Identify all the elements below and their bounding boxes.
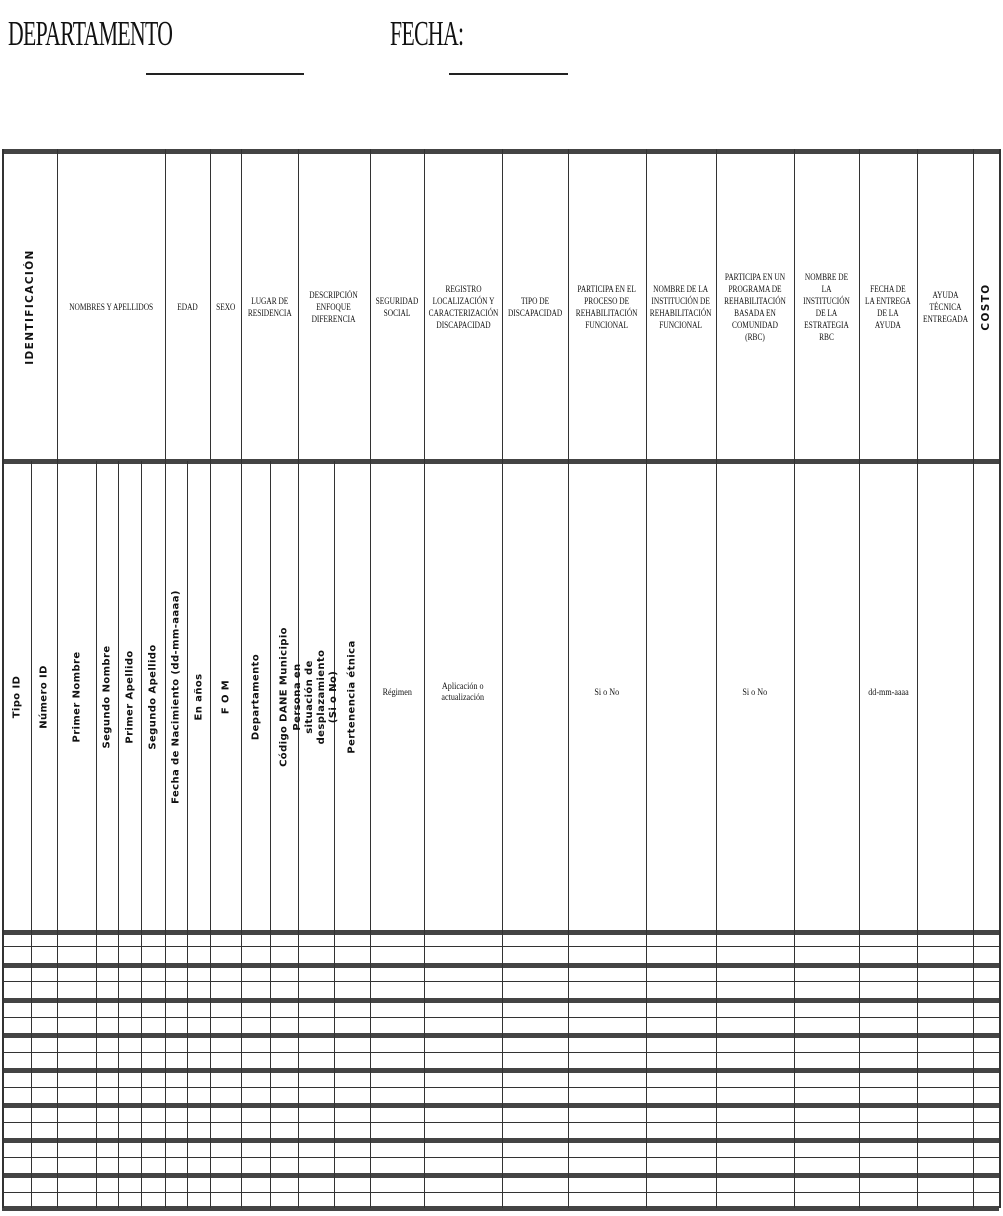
column-header-label: SEXO	[215, 301, 236, 312]
row-divider	[2, 981, 999, 982]
sub-column-edad-0	[165, 464, 187, 930]
row-divider	[2, 946, 999, 947]
table-row[interactable]	[2, 948, 999, 964]
column-header-registro	[424, 154, 502, 459]
sub-column-label: En años	[193, 673, 204, 721]
column-header-label: REGISTRO LOCALIZACIÓN Y CARACTERIZACIÓN DISCAPACIDAD	[428, 283, 498, 330]
column-header-label: AYUDA TÉCNICA ENTREGADA	[922, 289, 968, 324]
column-header-label: PARTICIPA EN EL PROCESO DE REHABILITACIÓN FUNCIONAL	[576, 283, 638, 330]
column-header-sexo	[210, 154, 241, 459]
sub-column-label: Segundo Apellido	[147, 644, 159, 750]
instruction-cell-inst_rf	[646, 464, 716, 930]
sub-column-label: Número ID	[38, 665, 50, 729]
row-divider	[2, 1087, 999, 1088]
column-header-seguridad	[370, 154, 424, 459]
column-header-identificacion	[2, 154, 57, 459]
column-header-tipo_disc	[502, 154, 568, 459]
sub-column-enfoque-1	[334, 464, 370, 930]
column-header-label: EDAD	[177, 301, 198, 312]
row-divider	[2, 1157, 999, 1158]
table-row[interactable]	[2, 1124, 999, 1139]
column-header-label: NOMBRE DE LA INSTITUCIÓN DE REHABILITACIÓN FUNCIONAL	[650, 283, 712, 330]
table-row[interactable]	[2, 1194, 999, 1205]
column-header-label: NOMBRE DE LA INSTITUCIÓN DE LA ESTRATEGIA RBC	[803, 271, 850, 342]
sub-column-label: Departamento	[250, 653, 261, 741]
row-divider	[2, 1017, 999, 1018]
sub-column-nombres-1	[96, 464, 118, 930]
sub-column-edad-1	[187, 464, 210, 930]
sub-column-identificacion-0	[2, 464, 31, 930]
sub-column-label: Tipo ID	[11, 675, 22, 719]
instruction-cell-registro	[424, 464, 502, 930]
table-row[interactable]	[2, 967, 999, 980]
sub-column-label: Fecha de Nacimiento (dd-mm-aaaa)	[170, 590, 182, 804]
sub-column-label: Código DANE Municipio	[278, 627, 290, 767]
column-header-edad	[165, 154, 210, 459]
column-header-label: DESCRIPCIÓN ENFOQUE DIFERENCIA	[309, 289, 359, 324]
table-bottom-border	[2, 1206, 999, 1211]
column-header-label: COSTO	[980, 282, 992, 331]
column-header-label: FECHA DE LA ENTREGA DE LA AYUDA	[865, 283, 911, 330]
instruction-text: Aplicación o actualización	[441, 681, 485, 702]
sub-column-sexo-0	[210, 464, 241, 930]
column-header-nombres	[57, 154, 165, 459]
column-header-lugar	[241, 154, 298, 459]
column-header-ayuda	[917, 154, 973, 459]
column-header-inst_rf	[646, 154, 716, 459]
column-header-label: TIPO DE DISCAPACIDAD	[507, 295, 563, 318]
sub-column-lugar-0	[241, 464, 270, 930]
sub-column-label: F O M	[220, 679, 231, 715]
instruction-cell-costo	[973, 464, 999, 930]
sub-column-label: Pertenencia étnica	[346, 640, 358, 754]
departamento-label: DEPARTAMENTO	[8, 14, 173, 53]
column-header-enfoque	[298, 154, 370, 459]
sub-column-enfoque-0	[292, 464, 339, 930]
column-header-costo	[973, 154, 999, 459]
column-header-label: NOMBRES Y APELLIDOS	[69, 301, 153, 312]
table-row[interactable]	[2, 935, 999, 945]
instruction-text: dd-mm-aaaa	[867, 686, 909, 697]
instruction-cell-ayuda	[917, 464, 973, 930]
row-divider	[2, 1192, 999, 1193]
column-header-participa_rbc	[716, 154, 794, 459]
column-header-inst_rbc	[794, 154, 859, 459]
instruction-text: Si o No	[594, 686, 620, 697]
fecha-label: FECHA:	[390, 14, 464, 53]
instruction-cell-participa_rbc	[716, 464, 794, 930]
table-row[interactable]	[2, 1177, 999, 1191]
instruction-cell-tipo_disc	[502, 464, 568, 930]
row-divider	[2, 1052, 999, 1053]
column-header-label: LUGAR DE RESIDENCIA	[247, 295, 292, 318]
table-row[interactable]	[2, 1159, 999, 1174]
sub-column-label: Segundo Nombre	[101, 645, 113, 749]
table-row[interactable]	[2, 1089, 999, 1104]
instruction-text: Régimen	[382, 686, 412, 697]
sub-column-identificacion-1	[31, 464, 57, 930]
column-header-participa_rf	[568, 154, 646, 459]
sub-column-nombres-0	[57, 464, 96, 930]
sub-column-label: Primer Apellido	[124, 650, 135, 744]
column-header-fecha_entrega	[859, 154, 917, 459]
sub-column-label: Primer Nombre	[71, 651, 82, 743]
table-row[interactable]	[2, 1037, 999, 1051]
instruction-cell-participa_rf	[568, 464, 646, 930]
table-row[interactable]	[2, 1054, 999, 1069]
table-row[interactable]	[2, 1142, 999, 1156]
table-row[interactable]	[2, 1002, 999, 1016]
sub-column-nombres-3	[141, 464, 165, 930]
instruction-text: Si o No	[742, 686, 768, 697]
table-row[interactable]	[2, 1019, 999, 1034]
column-header-label: SEGURIDAD SOCIAL	[375, 295, 419, 318]
table-row[interactable]	[2, 983, 999, 999]
sub-column-label: Persona en situación de desplazamiento (Si o No)	[292, 649, 339, 745]
instruction-cell-fecha_entrega	[859, 464, 917, 930]
instruction-cell-inst_rbc	[794, 464, 859, 930]
sub-column-nombres-2	[118, 464, 141, 930]
instruction-cell-seguridad	[370, 464, 424, 930]
table-row[interactable]	[2, 1107, 999, 1121]
column-header-label: IDENTIFICACIÓN	[23, 248, 36, 365]
row-divider	[2, 1122, 999, 1123]
column-header-label: PARTICIPA EN UN PROGRAMA DE REHABILITACIÓN BASADA EN COMUNIDAD (RBC)	[724, 271, 786, 342]
column-border	[999, 149, 1001, 1208]
table-row[interactable]	[2, 1072, 999, 1086]
